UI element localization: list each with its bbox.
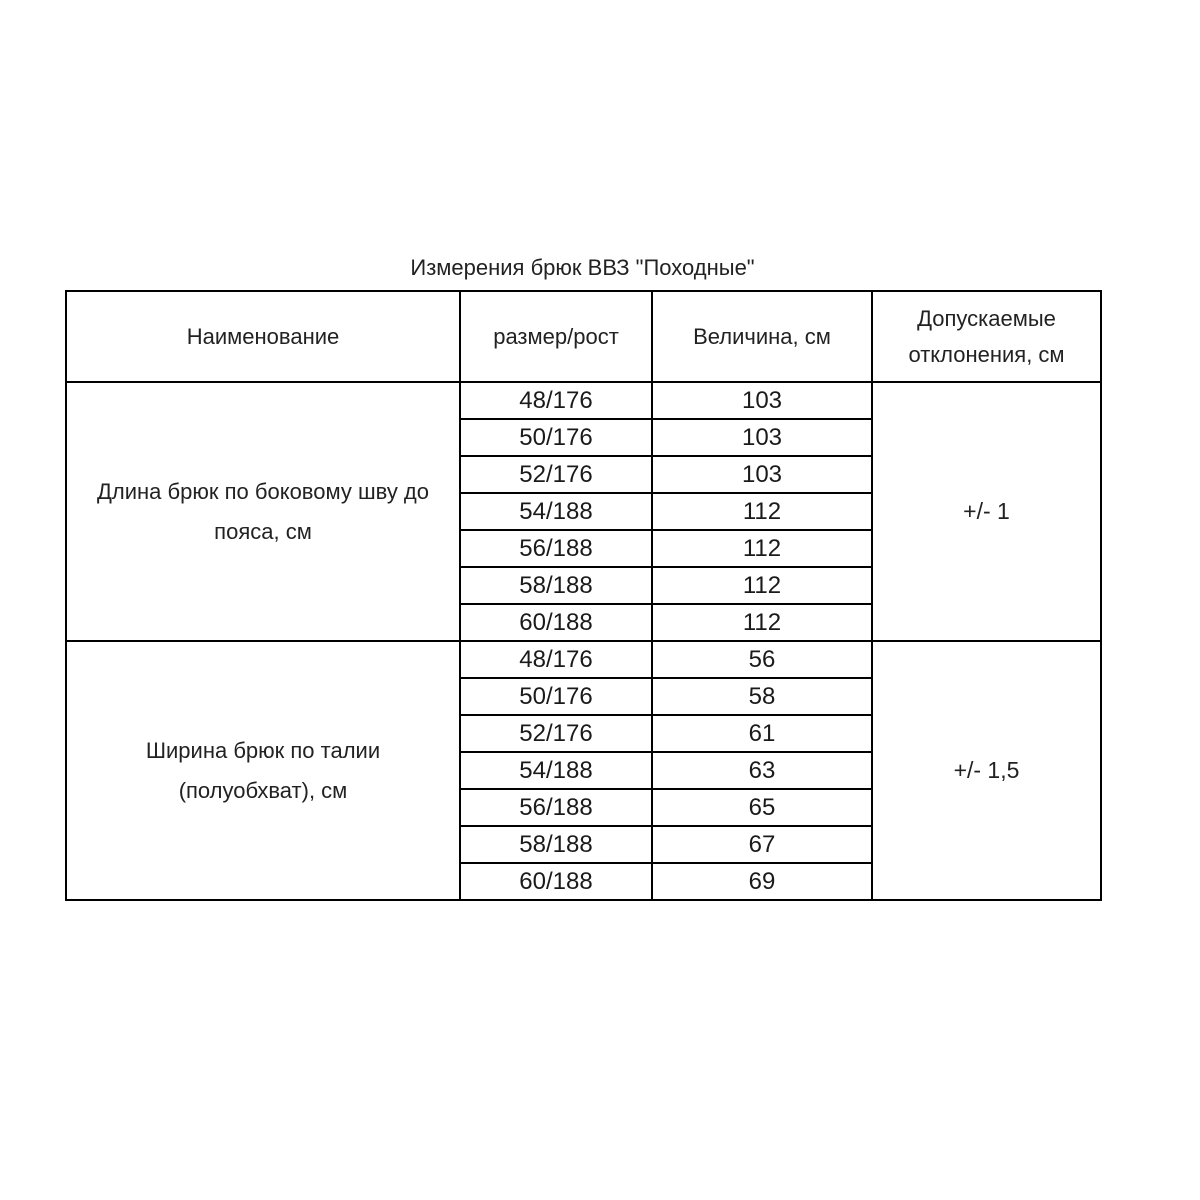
size-cell: 54/188 (460, 493, 652, 530)
size-cell: 60/188 (460, 863, 652, 900)
value-cell: 112 (652, 493, 872, 530)
size-cell: 48/176 (460, 382, 652, 419)
table-body (66, 382, 1101, 900)
group-name-waist: Ширина брюк по талии (полуобхват), см (66, 641, 460, 900)
group-name-length: Длина брюк по боковому шву до пояса, см (66, 382, 460, 641)
table-row (66, 641, 1101, 678)
header-name: Наименование (66, 291, 460, 382)
table-row (66, 382, 1101, 419)
table-title: Измерения брюк ВВЗ "Походные" (410, 255, 755, 280)
size-cell: 58/188 (460, 826, 652, 863)
size-cell: 50/176 (460, 419, 652, 456)
value-cell: 103 (652, 382, 872, 419)
header-tolerance: Допускаемые отклонения, см (872, 291, 1101, 382)
value-cell: 65 (652, 789, 872, 826)
value-cell: 112 (652, 604, 872, 641)
size-cell: 58/188 (460, 567, 652, 604)
value-cell: 69 (652, 863, 872, 900)
size-cell: 52/176 (460, 715, 652, 752)
value-cell: 103 (652, 456, 872, 493)
value-cell: 67 (652, 826, 872, 863)
size-cell: 60/188 (460, 604, 652, 641)
tolerance-waist: +/- 1,5 (872, 641, 1101, 900)
value-cell: 112 (652, 567, 872, 604)
size-cell: 50/176 (460, 678, 652, 715)
tolerance-length: +/- 1 (872, 382, 1101, 641)
header-size: размер/рост (460, 291, 652, 382)
size-cell: 48/176 (460, 641, 652, 678)
value-cell: 63 (652, 752, 872, 789)
value-cell: 58 (652, 678, 872, 715)
header-value: Величина, см (652, 291, 872, 382)
value-cell: 112 (652, 530, 872, 567)
size-cell: 52/176 (460, 456, 652, 493)
measurement-table (65, 290, 1102, 901)
size-cell: 56/188 (460, 789, 652, 826)
value-cell: 56 (652, 641, 872, 678)
value-cell: 103 (652, 419, 872, 456)
value-cell: 61 (652, 715, 872, 752)
header-row (66, 291, 1101, 382)
size-cell: 54/188 (460, 752, 652, 789)
size-cell: 56/188 (460, 530, 652, 567)
